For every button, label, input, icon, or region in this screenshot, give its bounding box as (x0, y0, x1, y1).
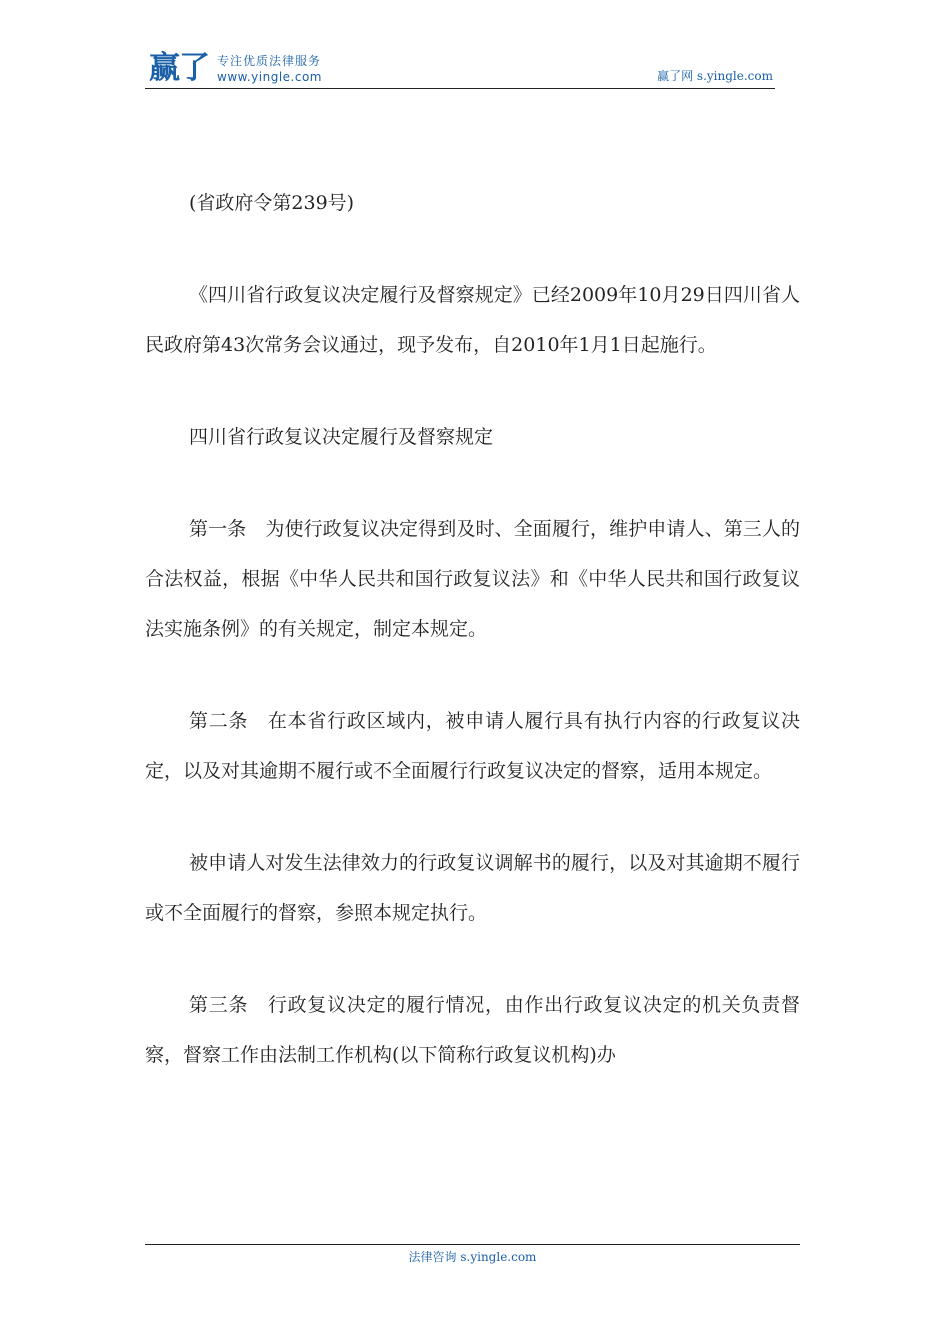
footer-link[interactable]: 法律咨询 s.yingle.com (408, 1250, 537, 1264)
logo-url[interactable]: www.yingle.com (217, 70, 322, 84)
regulation-title: 四川省行政复议决定履行及督察规定 (189, 426, 494, 448)
logo-slogan: 专注优质法律服务 (217, 54, 322, 68)
promulgation-notice: 《四川省行政复议决定履行及督察规定》已经2009年10月29日四川省人民政府第43次常务会议通过，现予发布，自2010年1月1日起施行。 (145, 284, 800, 356)
article-1: 第一条 为使行政复议决定得到及时、全面履行，维护申请人、第三人的合法权益，根据《中华人民共和国行政复议法》和《中华人民共和国行政复议法实施条例》的有关规定，制定本规定。 (145, 518, 800, 640)
article-2-clause-2: 被申请人对发生法律效力的行政复议调解书的履行，以及对其逾期不履行或不全面履行的督察，参照本规定执行。 (145, 852, 800, 924)
article-3: 第三条 行政复议决定的履行情况，由作出行政复议决定的机关负责督察，督察工作由法制工作机构(以下简称行政复议机构)办 (145, 994, 800, 1066)
site-logo[interactable]: 赢了 (149, 50, 209, 86)
article-2: 第二条 在本省行政区域内，被申请人履行具有执行内容的行政复议决定，以及对其逾期不履行或不全面履行行政复议决定的督察，适用本规定。 (145, 710, 800, 782)
footer-divider (145, 1244, 800, 1245)
decree-number: (省政府令第239号) (189, 192, 355, 214)
document-body (145, 178, 800, 1122)
page-header (145, 50, 775, 89)
header-site-link[interactable]: 赢了网 s.yingle.com (657, 69, 773, 83)
